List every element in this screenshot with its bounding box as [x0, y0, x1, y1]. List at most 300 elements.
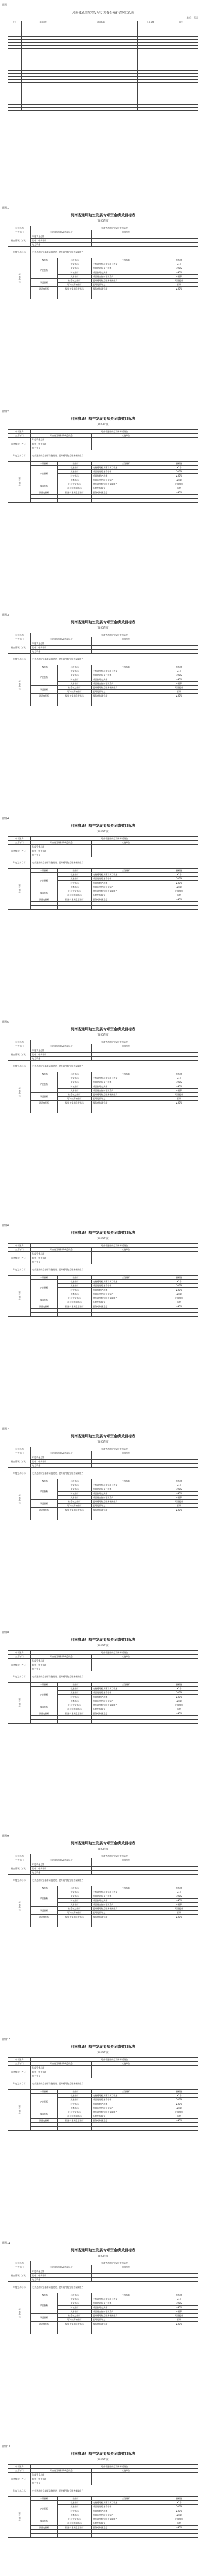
form-blank [31, 698, 58, 702]
form-l3: 项目建设质量合格率 [92, 1487, 160, 1492]
form-l3: 项目按期完成率 [92, 1899, 160, 1903]
summary-cell [65, 108, 137, 111]
form-label: 地方资金 [31, 650, 92, 654]
form-label: 地方资金 [31, 1057, 92, 1061]
form-l2: 成本指标 [57, 1699, 91, 1703]
form-row [8, 873, 198, 877]
form-head: 二级指标 [57, 869, 91, 873]
form-blank [160, 1716, 198, 1720]
form-blank [160, 1720, 198, 1724]
form-row [8, 1313, 198, 1317]
form-value [92, 243, 198, 247]
form-l2: 时效指标 [57, 270, 91, 275]
form-v: 长期 [160, 2318, 198, 2322]
form-l2: 质量指标 [57, 673, 91, 677]
form-blank [57, 2534, 91, 2538]
form-l2: 服务对象满意度指标 [57, 490, 91, 495]
form-row [8, 2485, 198, 2497]
form-row [8, 2062, 198, 2066]
form-v: 长期 [160, 893, 198, 897]
form-label: 实施单位 [92, 1858, 160, 1862]
form-l3: 长期发挥效益 [92, 283, 160, 287]
form-l3: 长期发挥效益 [92, 1097, 160, 1101]
form-value [92, 438, 198, 442]
annex-year: （2023年度） [95, 423, 111, 426]
form-head: 二级指标 [57, 1276, 91, 1280]
form-v: 100% [160, 1894, 198, 1899]
form-label: 年度总体目标 [8, 247, 31, 258]
form-label: 实施单位 [92, 434, 160, 438]
form-v: ≥90% [160, 1508, 198, 1512]
form-blank [31, 295, 58, 299]
form-l2: 时效指标 [57, 1084, 91, 1089]
form-l2: 质量指标 [57, 2098, 91, 2102]
form-value: 河南省通用航空发展专项资金 [31, 2058, 198, 2062]
form-head: 二级指标 [57, 462, 91, 466]
form-value [160, 841, 198, 845]
form-l1: 产出指标 [31, 262, 58, 279]
form-l3: 项目按期完成率 [92, 1084, 160, 1089]
form-l2: 成本指标 [57, 1089, 91, 1093]
form-value: 支持通用航空基础设施建设，提升通用航空服务保障能力 [31, 2078, 198, 2090]
form-row [8, 258, 198, 262]
form-blank [160, 495, 198, 499]
form-row [8, 1663, 198, 1667]
form-row [8, 2517, 198, 2521]
form-row [8, 1683, 198, 1687]
form-head: 三级指标 [92, 2497, 160, 2501]
form-l3: 项目建设质量合格率 [92, 2098, 160, 2102]
form-l2: 时效指标 [57, 1899, 91, 1903]
form-value [92, 1256, 198, 1260]
annex-year: （2023年度） [95, 1034, 111, 1037]
form-row [8, 2274, 198, 2278]
form-l2: 可持续影响指标 [57, 1911, 91, 1915]
form-value [92, 2274, 198, 2278]
form-value [92, 1667, 198, 1671]
form-row [8, 1057, 198, 1061]
form-v: ≤预算 [160, 1089, 198, 1093]
form-label: 年度总体目标 [8, 1671, 31, 1683]
form-row [8, 2473, 198, 2477]
form-l3: 长期发挥效益 [92, 1911, 160, 1915]
form-v: ≥90% [160, 2102, 198, 2106]
form-l3: 服务对象满意度 [92, 1508, 160, 1512]
form-row [8, 2265, 198, 2269]
form-row [8, 2058, 198, 2062]
form-label: 实施单位 [92, 841, 160, 845]
form-l1: 效益指标 [31, 1500, 58, 1508]
form-blank [92, 2123, 160, 2127]
form-l3: 提升通用航空服务保障能力 [92, 1500, 160, 1504]
form-blank [92, 2127, 160, 2131]
form-v: ≤预算 [160, 2513, 198, 2517]
form-value: 支持通用航空基础设施建设，提升通用航空服务保障能力 [31, 450, 198, 462]
form-blank [160, 2123, 198, 2127]
form-label: 其中：中央补助 [31, 239, 92, 243]
form-blank [57, 2123, 91, 2127]
form-label: 主管部门 [8, 1044, 31, 1048]
form-l2: 社会效益指标 [57, 1500, 91, 1504]
form-label [8, 1276, 31, 1317]
form-blank [57, 902, 91, 906]
form-value: 河南省通用航空发展专项资金 [31, 2465, 198, 2469]
form-v: 长期 [160, 283, 198, 287]
form-l1: 满意度指标 [31, 2526, 58, 2530]
form-v: ≥90% [160, 474, 198, 478]
form-l2: 数量指标 [57, 2501, 91, 2505]
form-label: 年度资金总额 [31, 641, 92, 646]
form-row [8, 1280, 198, 1284]
form-label [8, 665, 31, 706]
form-label: 地方资金 [31, 2074, 92, 2078]
form-v: ≥1个 [160, 1076, 198, 1080]
form-head: 一级指标 [31, 1072, 58, 1076]
form-row [8, 857, 198, 869]
form-label: 专项名称 [8, 226, 31, 230]
summary-header-cell: 备注 [164, 21, 198, 24]
annex-label: 附件6 [2, 1224, 9, 1227]
form-row [8, 906, 198, 910]
form-label: 年度资金总额 [31, 2269, 92, 2274]
form-row [8, 1667, 198, 1671]
form-l1: 满意度指标 [31, 1711, 58, 1716]
form-value [92, 1867, 198, 1871]
form-head: 二级指标 [57, 2497, 91, 2501]
form-row [8, 1508, 198, 1512]
form-label: 年度总体目标 [8, 2078, 31, 2090]
annex-table-wrap [8, 2057, 198, 2131]
form-row [8, 897, 198, 902]
form-head: 指标值 [160, 1276, 198, 1280]
form-row [8, 841, 198, 845]
form-blank [57, 1923, 91, 1927]
form-head: 指标值 [160, 1886, 198, 1890]
form-row [8, 1500, 198, 1504]
annex-label: 附件4 [2, 817, 9, 820]
form-l3: 项目资金控制在预算内 [92, 682, 160, 686]
form-v: ≥90% [160, 2509, 198, 2513]
form-row [8, 1867, 198, 1871]
annex-year: （2023年度） [95, 2255, 111, 2258]
form-v: 长期 [160, 486, 198, 490]
form-label: 实施单位 [92, 1655, 160, 1659]
form-l2: 数量指标 [57, 1687, 91, 1691]
form-l2: 数量指标 [57, 873, 91, 877]
form-l2: 可持续影响指标 [57, 2521, 91, 2526]
form-row [8, 1875, 198, 1886]
form-l3: 项目资金控制在预算内 [92, 1089, 160, 1093]
form-l2: 数量指标 [57, 2094, 91, 2098]
form-l1: 满意度指标 [31, 2322, 58, 2326]
form-row [8, 1651, 198, 1655]
annex-year: （2023年度） [95, 831, 111, 833]
form-v: 明显提升 [160, 2110, 198, 2114]
form-v: ≥90% [160, 2322, 198, 2326]
summary-header-cell: 序号 [8, 21, 22, 24]
form-row [8, 1687, 198, 1691]
form-l2: 社会效益指标 [57, 482, 91, 486]
form-label: 年度资金总额 [31, 1862, 92, 1867]
summary-row [8, 108, 198, 111]
summary-title: 河南省通用航空发展专项资金分配情况汇总表 [72, 11, 134, 15]
annex-title: 河南省通用航空发展专项资金绩效目标表 [71, 620, 135, 624]
form-v: ≥90% [160, 2119, 198, 2123]
form-blank [31, 499, 58, 503]
form-l1: 产出指标 [31, 2094, 58, 2110]
annex-title: 河南省通用航空发展专项资金绩效目标表 [71, 1231, 135, 1235]
form-value [92, 1862, 198, 1867]
form-v: ≥90% [160, 1288, 198, 1292]
form-head: 三级指标 [92, 2293, 160, 2297]
form-blank [160, 1109, 198, 1113]
form-v: 明显提升 [160, 482, 198, 486]
form-blank [160, 1516, 198, 1520]
form-blank [57, 1716, 91, 1720]
form-blank [31, 1109, 58, 1113]
form-l2: 数量指标 [57, 669, 91, 673]
form-label: 专项名称 [8, 1447, 31, 1451]
form-l3: 长期发挥效益 [92, 1300, 160, 1304]
form-v: ≥1个 [160, 262, 198, 266]
form-blank [31, 2530, 58, 2534]
form-blank [57, 1105, 91, 1109]
form-l1: 效益指标 [31, 279, 58, 287]
form-row [8, 2326, 198, 2330]
form-blank [92, 906, 160, 910]
form-l3: 服务对象满意度 [92, 287, 160, 291]
form-l1: 满意度指标 [31, 897, 58, 902]
form-head: 三级指标 [92, 1276, 160, 1280]
form-l2: 时效指标 [57, 1288, 91, 1292]
form-head: 指标值 [160, 2497, 198, 2501]
form-value: 支持通用航空基础设施建设，提升通用航空服务保障能力 [31, 654, 198, 665]
form-label: 专项名称 [8, 2261, 31, 2265]
form-head: 一级指标 [31, 462, 58, 466]
form-l1: 产出指标 [31, 2297, 58, 2314]
summary-meta [8, 16, 198, 20]
performance-table [8, 2261, 198, 2334]
form-l3: 项目资金控制在预算内 [92, 2310, 160, 2314]
form-blank [92, 1516, 160, 1520]
form-l2: 服务对象满意度指标 [57, 287, 91, 291]
form-l3: 支持通用机场建设项目数量 [92, 873, 160, 877]
form-row [8, 239, 198, 243]
form-blank [160, 499, 198, 503]
form-label: 资金情况（万元） [8, 2066, 31, 2078]
form-blank [92, 698, 160, 702]
form-l3: 项目建设质量合格率 [92, 2301, 160, 2306]
form-blank [160, 2534, 198, 2538]
form-l1: 满意度指标 [31, 490, 58, 495]
form-row [8, 1659, 198, 1663]
form-blank [31, 2534, 58, 2538]
form-v: ≥1个 [160, 466, 198, 470]
form-blank [31, 702, 58, 706]
form-row [8, 869, 198, 873]
form-label: 其中：中央补助 [31, 1256, 92, 1260]
form-label: 地方资金 [31, 2278, 92, 2282]
form-v: ≥90% [160, 1915, 198, 1919]
form-label: 其中：中央补助 [31, 1460, 92, 1464]
form-blank [160, 698, 198, 702]
form-l1: 产出指标 [31, 873, 58, 889]
form-l2: 服务对象满意度指标 [57, 2526, 91, 2530]
form-v: 100% [160, 470, 198, 474]
form-l2: 社会效益指标 [57, 279, 91, 283]
annex-label: 附件5 [2, 1021, 9, 1024]
form-v: ≤预算 [160, 885, 198, 889]
form-row [8, 853, 198, 857]
performance-table [8, 2057, 198, 2131]
form-row [8, 702, 198, 706]
annex-title: 河南省通用航空发展专项资金绩效目标表 [71, 1638, 135, 1642]
form-l3: 服务对象满意度 [92, 1304, 160, 1309]
form-l3: 项目资金控制在预算内 [92, 2513, 160, 2517]
form-value [92, 1053, 198, 1057]
form-row [8, 2469, 198, 2473]
form-l2: 质量指标 [57, 1691, 91, 1695]
form-head: 一级指标 [31, 1683, 58, 1687]
form-blank [92, 291, 160, 295]
summary-cell [164, 108, 198, 111]
form-blank [160, 1105, 198, 1109]
form-value: 河南省发展和改革委员会 [31, 2469, 92, 2473]
performance-table [8, 1040, 198, 1113]
form-blank [160, 1512, 198, 1516]
form-row [8, 1072, 198, 1076]
form-label: 实施单位 [92, 1248, 160, 1252]
form-l3: 支持通用机场建设项目数量 [92, 1687, 160, 1691]
form-l3: 项目资金控制在预算内 [92, 478, 160, 482]
form-blank [57, 1313, 91, 1317]
form-label: 年度总体目标 [8, 1264, 31, 1276]
form-l3: 服务对象满意度 [92, 490, 160, 495]
form-l3: 项目按期完成率 [92, 2509, 160, 2513]
form-row [8, 1248, 198, 1252]
form-label: 专项名称 [8, 1040, 31, 1044]
form-row [8, 698, 198, 702]
form-v: 100% [160, 877, 198, 881]
form-v: 100% [160, 2505, 198, 2509]
form-value [92, 442, 198, 446]
form-value [92, 1460, 198, 1464]
annex-table-wrap [8, 633, 198, 706]
form-l3: 项目资金控制在预算内 [92, 1292, 160, 1296]
form-l2: 可持续影响指标 [57, 1707, 91, 1711]
form-value: 河南省通用航空发展专项资金 [31, 837, 198, 841]
form-l2: 数量指标 [57, 1076, 91, 1080]
form-value: 支持通用航空基础设施建设，提升通用航空服务保障能力 [31, 1468, 198, 1479]
form-v: ≥90% [160, 1695, 198, 1699]
form-label: 年度资金总额 [31, 1659, 92, 1663]
form-value: 支持通用航空基础设施建设，提升通用航空服务保障能力 [31, 857, 198, 869]
summary-table [8, 21, 198, 111]
form-l2: 社会效益指标 [57, 1296, 91, 1300]
form-l3: 长期发挥效益 [92, 2318, 160, 2322]
form-v: ≥1个 [160, 669, 198, 673]
form-row [8, 2501, 198, 2505]
form-head: 指标值 [160, 1072, 198, 1076]
form-l1: 满意度指标 [31, 1508, 58, 1512]
form-v: ≥90% [160, 287, 198, 291]
form-blank [57, 702, 91, 706]
form-l3: 服务对象满意度 [92, 694, 160, 698]
form-l1: 效益指标 [31, 482, 58, 490]
annex-title: 河南省通用航空发展专项资金绩效目标表 [71, 213, 135, 217]
form-l2: 社会效益指标 [57, 1703, 91, 1707]
form-blank [57, 499, 91, 503]
form-v: 明显提升 [160, 1907, 198, 1911]
annex-title: 河南省通用航空发展专项资金绩效目标表 [71, 417, 135, 421]
form-l2: 时效指标 [57, 2306, 91, 2310]
form-value [92, 2477, 198, 2481]
form-value: 河南省发展和改革委员会 [31, 637, 92, 641]
annex-title: 河南省通用航空发展专项资金绩效目标表 [71, 1027, 135, 1031]
form-row [8, 669, 198, 673]
form-v: 100% [160, 1691, 198, 1695]
form-value: 河南省通用航空发展专项资金 [31, 1040, 198, 1044]
form-label: 年度总体目标 [8, 1875, 31, 1886]
form-l2: 成本指标 [57, 275, 91, 279]
form-label [8, 462, 31, 503]
form-l3: 项目建设质量合格率 [92, 877, 160, 881]
form-label: 主管部门 [8, 841, 31, 845]
form-l2: 服务对象满意度指标 [57, 1711, 91, 1716]
form-label [8, 1683, 31, 1724]
form-row [8, 665, 198, 669]
form-l3: 项目建设质量合格率 [92, 2505, 160, 2509]
form-label: 主管部门 [8, 434, 31, 438]
form-l2: 成本指标 [57, 885, 91, 889]
form-label: 年度总体目标 [8, 2282, 31, 2293]
form-value [160, 1044, 198, 1048]
annex-year: （2023年度） [95, 1441, 111, 1444]
form-l2: 可持续影响指标 [57, 2114, 91, 2119]
form-value [160, 230, 198, 234]
form-l2: 质量指标 [57, 470, 91, 474]
form-row [8, 1890, 198, 1894]
form-l3: 提升通用航空服务保障能力 [92, 1296, 160, 1300]
form-l3: 项目建设质量合格率 [92, 673, 160, 677]
form-l3: 提升通用航空服务保障能力 [92, 482, 160, 486]
form-blank [92, 2534, 160, 2538]
form-l1: 效益指标 [31, 1296, 58, 1304]
form-v: ≥1个 [160, 2094, 198, 2098]
form-blank [31, 495, 58, 499]
form-blank [31, 906, 58, 910]
form-value [160, 2062, 198, 2066]
form-row [8, 2074, 198, 2078]
annex-label: 附件9 [2, 1835, 9, 1838]
form-value [92, 1659, 198, 1663]
form-row [8, 2070, 198, 2074]
annex-title: 河南省通用航空发展专项资金绩效目标表 [71, 1841, 135, 1845]
annex-table-wrap [8, 1447, 198, 1520]
perf-label: 绩效指标 [18, 1087, 21, 1097]
form-label: 专项名称 [8, 1854, 31, 1858]
form-row [8, 2477, 198, 2481]
form-row [8, 2123, 198, 2127]
form-l3: 服务对象满意度 [92, 2119, 160, 2123]
form-row [8, 849, 198, 853]
form-label [8, 2293, 31, 2334]
summary-cell [137, 108, 164, 111]
form-l2: 服务对象满意度指标 [57, 1508, 91, 1512]
form-v: ≥90% [160, 1304, 198, 1309]
form-l2: 时效指标 [57, 474, 91, 478]
form-row [8, 654, 198, 665]
